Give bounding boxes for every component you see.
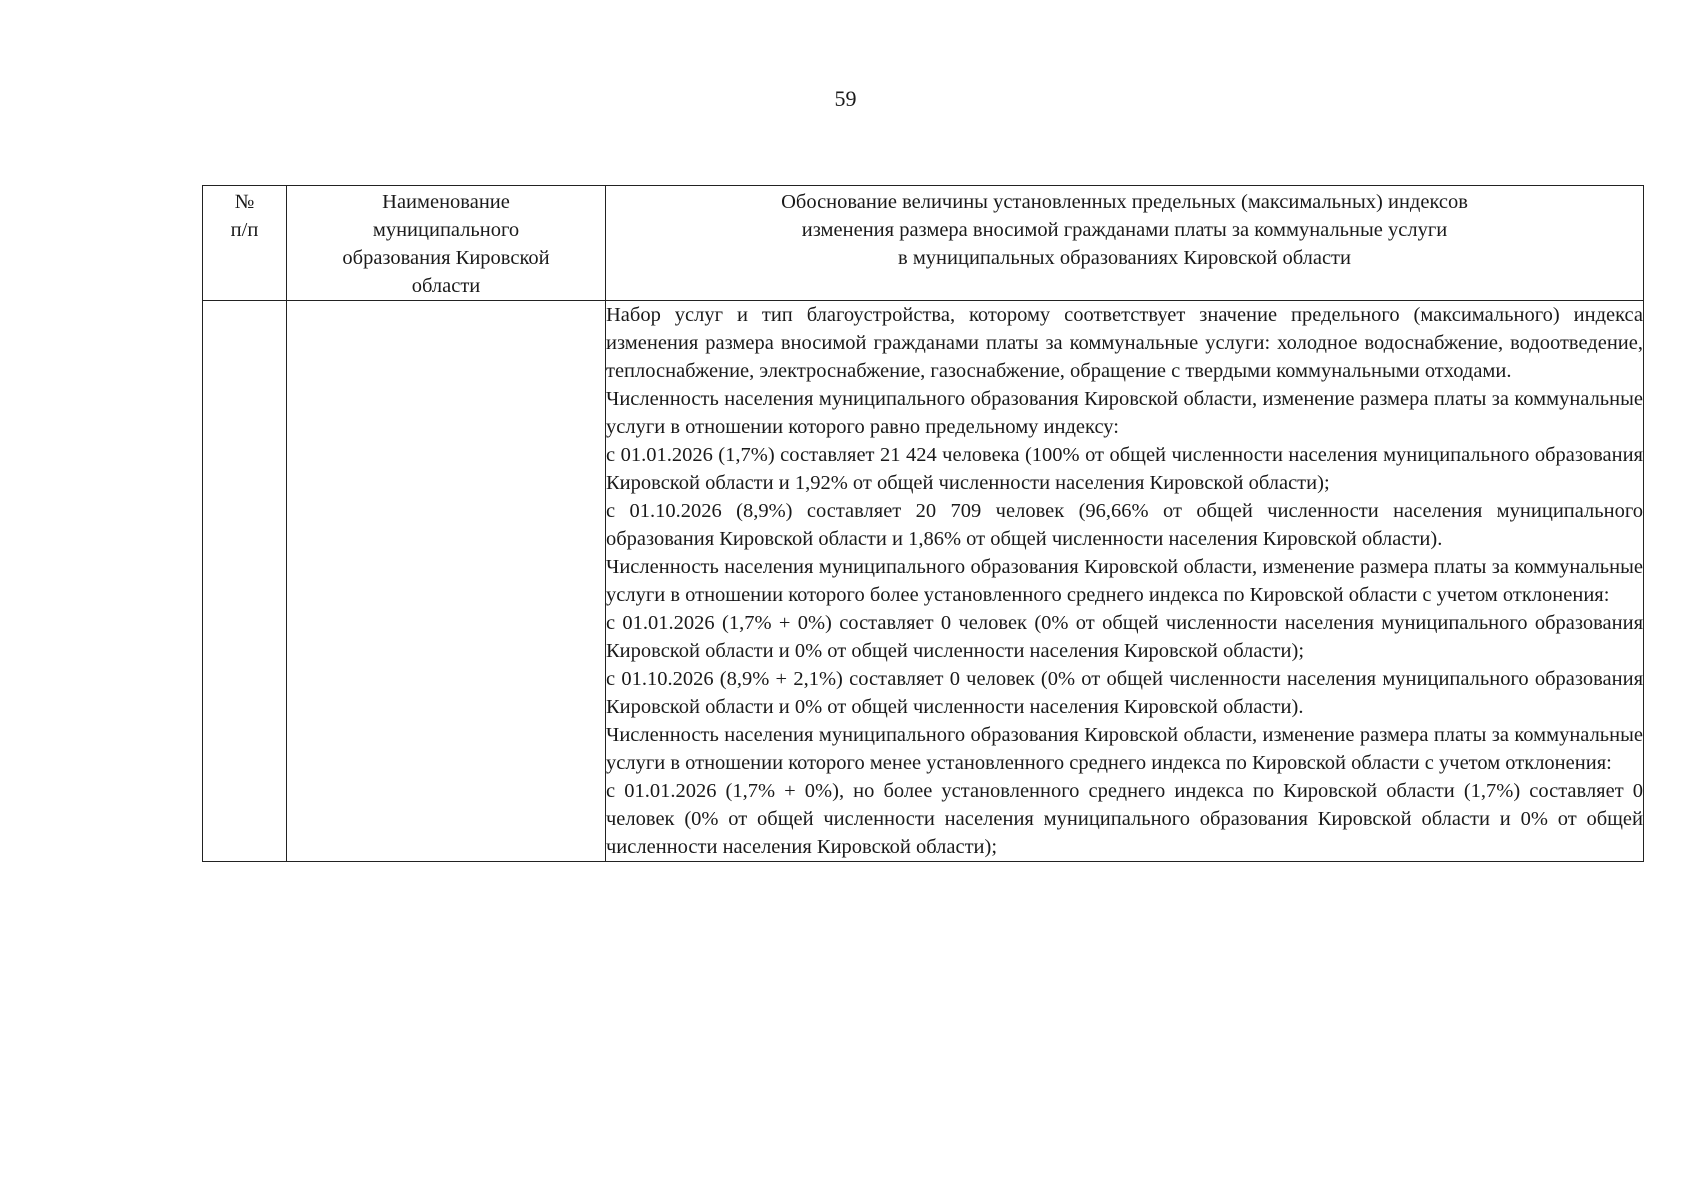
header-line: изменения размера вносимой гражданами платы за коммунальные услуги xyxy=(801,219,1448,241)
header-justification-column xyxy=(606,186,1644,301)
header-line: п/п xyxy=(230,219,259,241)
document-table xyxy=(202,185,1644,862)
paragraph: с 01.10.2026 (8,9%) составляет 20 709 человек (96,66% от общей численности населения муниципального образования Кировской области и 1,86% от общей численности населения Кировской области). xyxy=(606,500,1643,550)
paragraph: с 01.10.2026 (8,9% + 2,1%) составляет 0 человек (0% от общей численности населения муниципального образования Кировской области и 0% от общей численности населения Кировской области). xyxy=(606,668,1643,718)
header-municipality-column xyxy=(287,186,606,301)
paragraph: Набор услуг и тип благоустройства, которому соответствует значение предельного (максимального) индекса изменения размера вносимой гражданами платы за коммунальные услуги: холодное водоснабжение, водоотведение, теплоснабжение, электроснабжение, газоснабжение, обращение с твердыми коммунальными отходами. xyxy=(606,304,1643,382)
header-line: Наименование xyxy=(382,191,510,213)
paragraph: Численность населения муниципального образования Кировской области, изменение размера платы за коммунальные услуги в отношении которого менее установленного среднего индекса по Кировской области с учетом отклонения: xyxy=(606,724,1643,774)
header-number-column xyxy=(203,186,287,301)
header-line: в муниципальных образованиях Кировской области xyxy=(898,247,1351,269)
table-header-row xyxy=(203,186,1644,301)
header-line: области xyxy=(411,275,481,297)
row-municipality-cell xyxy=(287,301,606,862)
header-line: № xyxy=(234,191,255,213)
paragraph: с 01.01.2026 (1,7%) составляет 21 424 человека (100% от общей численности населения муниципального образования Кировской области и 1,92% от общей численности населения Кировской области); xyxy=(606,444,1643,494)
paragraph: Численность населения муниципального образования Кировской области, изменение размера платы за коммунальные услуги в отношении которого более установленного среднего индекса по Кировской области с учетом отклонения: xyxy=(606,556,1643,606)
row-justification-cell xyxy=(606,301,1644,862)
paragraph: Численность населения муниципального образования Кировской области, изменение размера платы за коммунальные услуги в отношении которого равно предельному индексу: xyxy=(606,388,1643,438)
table-row xyxy=(203,301,1644,862)
paragraph: с 01.01.2026 (1,7% + 0%) составляет 0 человек (0% от общей численности населения муниципального образования Кировской области и 0% от общей численности населения Кировской области); xyxy=(606,612,1643,662)
paragraph: с 01.01.2026 (1,7% + 0%), но более установленного среднего индекса по Кировской области (1,7%) составляет 0 человек (0% от общей численности населения муниципального образования Кировской области и 0% от общей численности населения Кировской области); xyxy=(606,780,1643,858)
header-line: образования Кировской xyxy=(342,247,550,269)
page-number: 59 xyxy=(834,86,857,111)
header-line: муниципального xyxy=(372,219,520,241)
row-number-cell xyxy=(203,301,287,862)
header-line: Обоснование величины установленных предельных (максимальных) индексов xyxy=(781,191,1468,213)
